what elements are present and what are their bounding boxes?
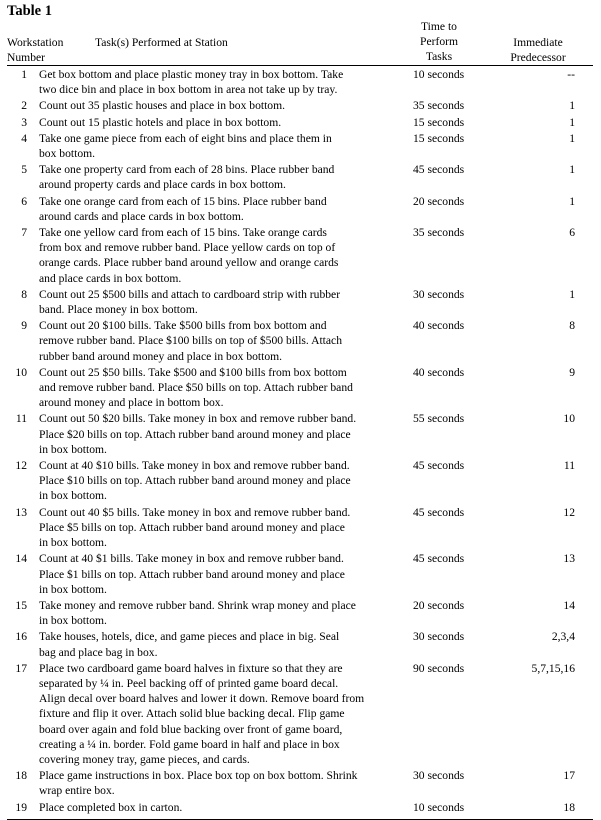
- time-cell: 10 seconds: [413, 68, 465, 81]
- document: [7, 3, 593, 820]
- table-row: [7, 458, 593, 504]
- workstation-number-cell: 15: [15, 598, 27, 612]
- workstation-number-cell: 1: [21, 68, 27, 81]
- workstation-number-cell: 7: [21, 226, 27, 240]
- workstation-number-cell: 14: [15, 552, 27, 566]
- table-row: [7, 162, 593, 192]
- table-row: [7, 551, 593, 597]
- time-cell: 35 seconds: [413, 226, 465, 240]
- table-title: Table 1: [7, 3, 52, 19]
- time-cell: 90 seconds: [413, 661, 465, 675]
- predecessor-cell: 18: [563, 800, 575, 814]
- table-row: [7, 661, 593, 767]
- workstation-number-cell: 9: [21, 319, 27, 333]
- task-cell: Take houses, hotels, dice, and game pieces and place in big. Seal bag and place bag in box.: [39, 630, 340, 659]
- table-row: [7, 800, 593, 815]
- workstation-number-cell: 13: [15, 505, 27, 519]
- task-cell: Count at 40 $1 bills. Take money in box and remove rubber band. Place $1 bills on top. Attach rubber band around money and place in box bottom.: [39, 552, 345, 596]
- table-row: [7, 365, 593, 411]
- predecessor-cell: 1: [569, 99, 575, 113]
- table-row: [7, 131, 593, 161]
- workstation-number-cell: 6: [21, 194, 27, 208]
- predecessor-cell: 14: [563, 598, 575, 612]
- predecessor-cell: 6: [569, 226, 575, 240]
- task-cell: Count out 35 plastic houses and place in box bottom.: [39, 99, 286, 113]
- workstation-number-cell: 17: [15, 661, 27, 675]
- task-cell: Take one game piece from each of eight bins and place them in box bottom.: [39, 131, 332, 161]
- task-cell: Count out 50 $20 bills. Take money in box and remove rubber band. Place $20 bills on top. Attach rubber band around money and place in box bottom.: [39, 412, 357, 456]
- workstation-number-cell: 19: [15, 800, 27, 814]
- predecessor-cell: 8: [569, 319, 575, 333]
- workstation-number-cell: 3: [21, 115, 27, 129]
- time-cell: 15 seconds: [413, 131, 465, 145]
- task-cell: Place completed box in carton.: [39, 800, 183, 814]
- time-cell: 55 seconds: [413, 412, 465, 426]
- table-row: [7, 768, 593, 798]
- table-row: [7, 115, 593, 130]
- table-row: [7, 287, 593, 317]
- workstation-number-cell: 12: [15, 459, 27, 473]
- time-cell: 15 seconds: [413, 115, 465, 129]
- task-cell: Count at 40 $10 bills. Take money in box and remove rubber band. Place $10 bills on top. Attach rubber band around money and place in box bottom.: [39, 459, 351, 503]
- task-cell: Take one yellow card from each of 15 bins. Take orange cards from box and remove rubber band. Place yellow cards on top of orange cards. Place rubber band around yellow and orange cards and place cards in box bottom.: [39, 226, 339, 285]
- task-cell: Count out 25 $500 bills and attach to cardboard strip with rubber band. Place money in box bottom.: [39, 287, 341, 317]
- table-row: [7, 505, 593, 551]
- workstation-number-cell: 16: [15, 630, 27, 644]
- table-row: [7, 318, 593, 364]
- table-row: [7, 194, 593, 224]
- task-cell: Take one property card from each of 28 bins. Place rubber band around property cards and place cards in box bottom.: [39, 163, 335, 192]
- time-cell: 45 seconds: [413, 552, 465, 566]
- header-tasks: Task(s) Performed at Station: [95, 36, 228, 49]
- table-row: [7, 629, 593, 659]
- time-cell: 45 seconds: [413, 505, 465, 519]
- time-cell: 40 seconds: [413, 365, 465, 379]
- time-cell: 45 seconds: [413, 459, 465, 473]
- predecessor-cell: 9: [569, 365, 575, 379]
- workstation-number-cell: 11: [15, 412, 27, 426]
- time-cell: 20 seconds: [413, 598, 465, 612]
- predecessor-cell: 1: [569, 115, 575, 129]
- task-cell: Count out 40 $5 bills. Take money in box and remove rubber band. Place $5 bills on top. Attach rubber band around money and place in box bottom.: [39, 505, 351, 550]
- task-cell: Take one orange card from each of 15 bins. Place rubber band around cards and place cards in box bottom.: [39, 194, 327, 223]
- header-time: Time to Perform Tasks: [420, 20, 458, 64]
- header-predecessor: Immediate Predecessor: [510, 36, 566, 65]
- predecessor-cell: 1: [569, 194, 575, 208]
- predecessor-cell: 5,7,15,16: [531, 661, 575, 675]
- predecessor-cell: 12: [563, 505, 575, 519]
- predecessor-cell: 2,3,4: [551, 630, 575, 644]
- header-workstation: Workstation Number: [7, 36, 64, 65]
- table-header: [7, 19, 593, 63]
- table-row: [7, 67, 593, 97]
- predecessor-cell: 1: [569, 287, 575, 301]
- predecessor-cell: 17: [563, 769, 575, 783]
- table-body: [7, 67, 593, 815]
- task-cell: Place game instructions in box. Place box top on box bottom. Shrink wrap entire box.: [39, 769, 358, 798]
- workstation-number-cell: 2: [21, 99, 27, 113]
- table-row: [7, 98, 593, 113]
- workstation-number-cell: 4: [21, 131, 27, 145]
- workstation-number-cell: 5: [21, 163, 27, 177]
- time-cell: 30 seconds: [413, 769, 465, 783]
- task-cell: Count out 20 $100 bills. Take $500 bills from box bottom and remove rubber band. Place $100 bills on top of $500 bills. Attach rubber band around money and place in box bottom.: [39, 319, 342, 363]
- table-row: [7, 598, 593, 628]
- predecessor-cell: 1: [569, 163, 575, 177]
- table-row: [7, 411, 593, 457]
- predecessor-cell: 1: [569, 131, 575, 145]
- task-cell: Count out 25 $50 bills. Take $500 and $100 bills from box bottom and remove rubber band. Place $50 bills on top. Attach rubber band around money and place in bottom box.: [39, 365, 353, 410]
- time-cell: 35 seconds: [413, 99, 465, 113]
- workstation-number-cell: 10: [15, 365, 27, 379]
- predecessor-cell: 10: [563, 412, 575, 426]
- task-cell: Place two cardboard game board halves in fixture so that they are separated by ¼ in. Peel backing off of printed game board decal. Align decal over board halves and lower it down. Remove board from fixture and flip it over. Attach solid blue backing decal. Flip game board over again and fold blue backing over front of game board, creating a ¼ in. border. Fold game board in half and place in box covering money tray, game pieces, and cards.: [39, 661, 365, 766]
- task-cell: Get box bottom and place plastic money tray in box bottom. Take two dice bin and place in box bottom in area not take up by tray.: [39, 68, 344, 97]
- time-cell: 40 seconds: [413, 319, 465, 333]
- predecessor-cell: --: [567, 68, 575, 81]
- time-cell: 20 seconds: [413, 194, 465, 208]
- task-cell: Count out 15 plastic hotels and place in box bottom.: [39, 115, 282, 129]
- task-cell: Take money and remove rubber band. Shrink wrap money and place in box bottom.: [39, 598, 356, 628]
- predecessor-cell: 11: [563, 459, 575, 473]
- time-cell: 30 seconds: [413, 630, 465, 644]
- workstation-number-cell: 18: [15, 769, 27, 783]
- time-cell: 45 seconds: [413, 163, 465, 177]
- table-row: [7, 225, 593, 286]
- time-cell: 10 seconds: [413, 800, 465, 814]
- workstation-number-cell: 8: [21, 287, 27, 301]
- time-cell: 30 seconds: [413, 287, 465, 301]
- predecessor-cell: 13: [563, 552, 575, 566]
